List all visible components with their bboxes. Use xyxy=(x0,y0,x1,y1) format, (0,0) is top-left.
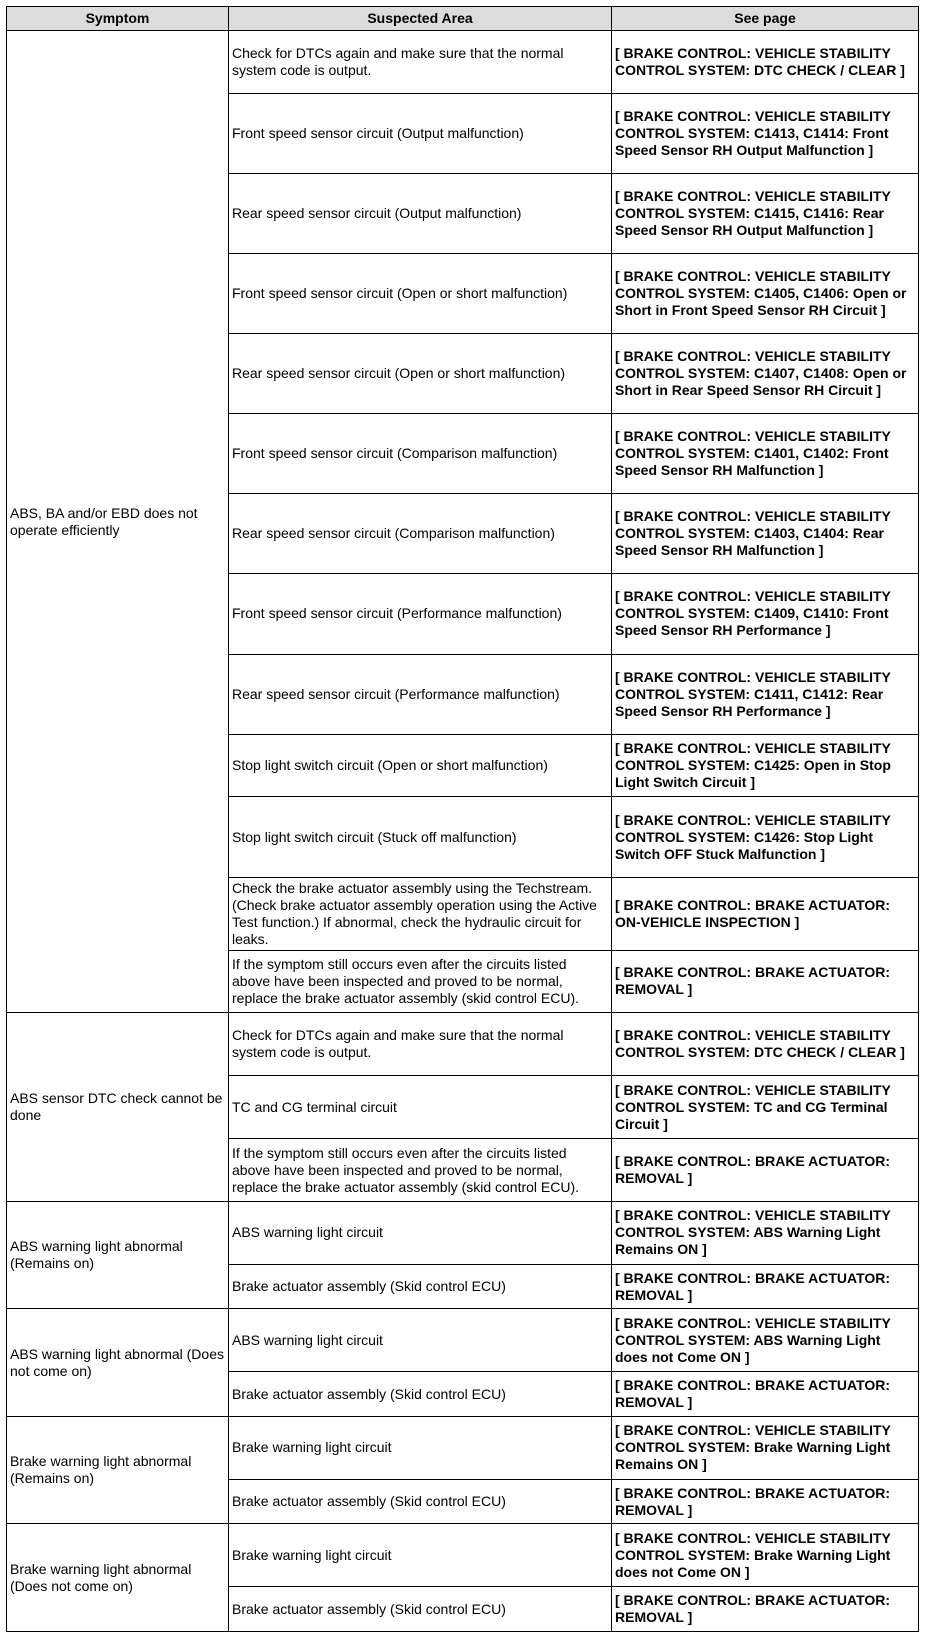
suspected-area-cell: Brake actuator assembly (Skid control ECU) xyxy=(229,1479,612,1524)
see-page-cell: [ BRAKE CONTROL: VEHICLE STABILITY CONTROL SYSTEM: TC and CG Terminal Circuit ] xyxy=(612,1076,919,1139)
header-row xyxy=(7,7,919,31)
suspected-area-cell: Check the brake actuator assembly using the Techstream. (Check brake actuator assembly operation using the Active Test function.) If abnormal, check the hydraulic circuit for leaks. xyxy=(229,877,612,950)
suspected-area-cell: If the symptom still occurs even after the circuits listed above have been inspected and proved to be normal, replace the brake actuator assembly (skid control ECU). xyxy=(229,1139,612,1202)
header-see-page: See page xyxy=(612,7,919,31)
suspected-area-cell: Check for DTCs again and make sure that the normal system code is output. xyxy=(229,31,612,94)
see-page-cell: [ BRAKE CONTROL: VEHICLE STABILITY CONTROL SYSTEM: DTC CHECK / CLEAR ] xyxy=(612,1013,919,1076)
see-page-cell: [ BRAKE CONTROL: BRAKE ACTUATOR: REMOVAL ] xyxy=(612,1139,919,1202)
see-page-cell: [ BRAKE CONTROL: VEHICLE STABILITY CONTROL SYSTEM: C1426: Stop Light Switch OFF Stuck Malfunction ] xyxy=(612,797,919,877)
symptom-cell: ABS warning light abnormal (Does not come on) xyxy=(7,1309,229,1416)
header-suspected-area: Suspected Area xyxy=(229,7,612,31)
see-page-cell: [ BRAKE CONTROL: VEHICLE STABILITY CONTROL SYSTEM: Brake Warning Light Remains ON ] xyxy=(612,1416,919,1479)
symptom-table xyxy=(6,6,919,1632)
symptom-cell: ABS warning light abnormal (Remains on) xyxy=(7,1202,229,1309)
suspected-area-cell: Stop light switch circuit (Open or short malfunction) xyxy=(229,734,612,797)
table-row xyxy=(7,1416,919,1479)
table-row xyxy=(7,1309,919,1372)
see-page-cell: [ BRAKE CONTROL: BRAKE ACTUATOR: REMOVAL ] xyxy=(612,1264,919,1309)
see-page-cell: [ BRAKE CONTROL: VEHICLE STABILITY CONTROL SYSTEM: C1425: Open in Stop Light Switch Circuit ] xyxy=(612,734,919,797)
see-page-cell: [ BRAKE CONTROL: VEHICLE STABILITY CONTROL SYSTEM: ABS Warning Light Remains ON ] xyxy=(612,1202,919,1265)
suspected-area-cell: Rear speed sensor circuit (Output malfunction) xyxy=(229,173,612,253)
table-row xyxy=(7,1202,919,1265)
see-page-cell: [ BRAKE CONTROL: VEHICLE STABILITY CONTROL SYSTEM: DTC CHECK / CLEAR ] xyxy=(612,31,919,94)
suspected-area-cell: If the symptom still occurs even after the circuits listed above have been inspected and proved to be normal, replace the brake actuator assembly (skid control ECU). xyxy=(229,950,612,1013)
suspected-area-cell: Rear speed sensor circuit (Open or short malfunction) xyxy=(229,334,612,414)
symptom-cell: ABS, BA and/or EBD does not operate efficiently xyxy=(7,31,229,1013)
see-page-cell: [ BRAKE CONTROL: BRAKE ACTUATOR: REMOVAL ] xyxy=(612,1372,919,1417)
see-page-cell: [ BRAKE CONTROL: VEHICLE STABILITY CONTROL SYSTEM: C1407, C1408: Open or Short in Rear Speed Sensor RH Circuit ] xyxy=(612,334,919,414)
suspected-area-cell: Brake actuator assembly (Skid control ECU) xyxy=(229,1372,612,1417)
see-page-cell: [ BRAKE CONTROL: VEHICLE STABILITY CONTROL SYSTEM: C1409, C1410: Front Speed Sensor RH Performance ] xyxy=(612,574,919,654)
see-page-cell: [ BRAKE CONTROL: VEHICLE STABILITY CONTROL SYSTEM: ABS Warning Light does not Come ON ] xyxy=(612,1309,919,1372)
symptom-cell: Brake warning light abnormal (Remains on) xyxy=(7,1416,229,1523)
suspected-area-cell: Front speed sensor circuit (Performance malfunction) xyxy=(229,574,612,654)
see-page-cell: [ BRAKE CONTROL: BRAKE ACTUATOR: REMOVAL ] xyxy=(612,950,919,1013)
see-page-cell: [ BRAKE CONTROL: VEHICLE STABILITY CONTROL SYSTEM: C1401, C1402: Front Speed Sensor RH Malfunction ] xyxy=(612,414,919,494)
see-page-cell: [ BRAKE CONTROL: VEHICLE STABILITY CONTROL SYSTEM: C1403, C1404: Rear Speed Sensor RH Malfunction ] xyxy=(612,494,919,574)
suspected-area-cell: Rear speed sensor circuit (Performance malfunction) xyxy=(229,654,612,734)
suspected-area-cell: Brake warning light circuit xyxy=(229,1524,612,1587)
suspected-area-cell: Check for DTCs again and make sure that the normal system code is output. xyxy=(229,1013,612,1076)
table-body xyxy=(7,31,919,1632)
see-page-cell: [ BRAKE CONTROL: BRAKE ACTUATOR: ON-VEHICLE INSPECTION ] xyxy=(612,877,919,950)
header-symptom: Symptom xyxy=(7,7,229,31)
suspected-area-cell: Brake actuator assembly (Skid control ECU) xyxy=(229,1264,612,1309)
suspected-area-cell: TC and CG terminal circuit xyxy=(229,1076,612,1139)
see-page-cell: [ BRAKE CONTROL: VEHICLE STABILITY CONTROL SYSTEM: Brake Warning Light does not Come ON ] xyxy=(612,1524,919,1587)
suspected-area-cell: ABS warning light circuit xyxy=(229,1309,612,1372)
suspected-area-cell: Stop light switch circuit (Stuck off malfunction) xyxy=(229,797,612,877)
suspected-area-cell: Brake warning light circuit xyxy=(229,1416,612,1479)
see-page-cell: [ BRAKE CONTROL: BRAKE ACTUATOR: REMOVAL ] xyxy=(612,1587,919,1632)
see-page-cell: [ BRAKE CONTROL: VEHICLE STABILITY CONTROL SYSTEM: C1405, C1406: Open or Short in Front Speed Sensor RH Circuit ] xyxy=(612,254,919,334)
suspected-area-cell: Brake actuator assembly (Skid control ECU) xyxy=(229,1587,612,1632)
see-page-cell: [ BRAKE CONTROL: VEHICLE STABILITY CONTROL SYSTEM: C1411, C1412: Rear Speed Sensor RH Performance ] xyxy=(612,654,919,734)
see-page-cell: [ BRAKE CONTROL: VEHICLE STABILITY CONTROL SYSTEM: C1413, C1414: Front Speed Sensor RH Output Malfunction ] xyxy=(612,93,919,173)
suspected-area-cell: Front speed sensor circuit (Comparison malfunction) xyxy=(229,414,612,494)
see-page-cell: [ BRAKE CONTROL: VEHICLE STABILITY CONTROL SYSTEM: C1415, C1416: Rear Speed Sensor RH Output Malfunction ] xyxy=(612,173,919,253)
suspected-area-cell: Front speed sensor circuit (Open or short malfunction) xyxy=(229,254,612,334)
suspected-area-cell: ABS warning light circuit xyxy=(229,1202,612,1265)
symptom-cell: ABS sensor DTC check cannot be done xyxy=(7,1013,229,1202)
table-row xyxy=(7,1013,919,1076)
suspected-area-cell: Front speed sensor circuit (Output malfunction) xyxy=(229,93,612,173)
see-page-cell: [ BRAKE CONTROL: BRAKE ACTUATOR: REMOVAL ] xyxy=(612,1479,919,1524)
table-row xyxy=(7,1524,919,1587)
symptom-cell: Brake warning light abnormal (Does not come on) xyxy=(7,1524,229,1632)
table-row xyxy=(7,31,919,94)
suspected-area-cell: Rear speed sensor circuit (Comparison malfunction) xyxy=(229,494,612,574)
